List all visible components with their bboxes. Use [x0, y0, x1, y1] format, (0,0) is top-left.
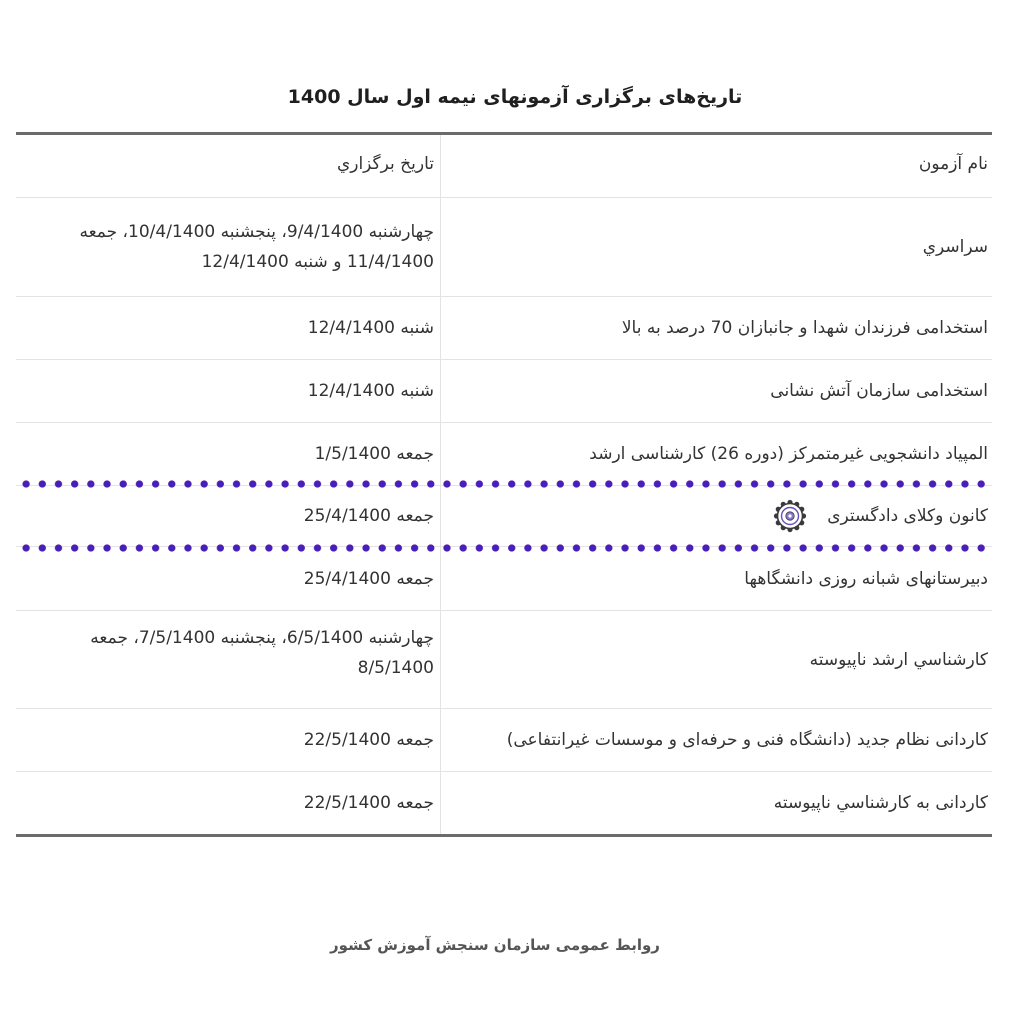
exam-name: استخدامی فرزندان شهدا و جانبازان 70 درصد به بالا — [621, 318, 988, 338]
bar-association-seal-icon — [773, 499, 807, 533]
table-row — [16, 547, 992, 611]
table-row-highlighted — [16, 486, 992, 547]
exam-date: شنبه 12/4/1400 — [16, 360, 441, 422]
exam-date: جمعه 1/5/1400 — [16, 423, 441, 485]
exam-name: کاردانی به کارشناسي ناپیوسته — [773, 793, 988, 813]
exam-name: كانون وكلای دادگستری — [827, 506, 988, 526]
exam-date: شنبه 12/4/1400 — [16, 297, 441, 359]
exam-schedule-table — [16, 132, 992, 837]
table-row — [16, 709, 992, 772]
exam-name-cell — [441, 486, 992, 546]
header-date: تاريخ برگزاري — [16, 135, 441, 197]
table-header-row — [16, 135, 992, 198]
exam-date: جمعه 22/5/1400 — [16, 709, 441, 771]
table-row — [16, 360, 992, 423]
exam-name: المپیاد دانشجویی غیرمتمرکز (دوره 26) کارشناسی ارشد — [589, 444, 988, 464]
page-title: تاریخ‌های برگزاری آزمونهای نیمه اول سال 1400 — [287, 86, 743, 108]
dotted-highlight-line-top — [16, 480, 992, 488]
table-row — [16, 297, 992, 360]
header-exam-name: نام آزمون — [918, 154, 988, 174]
exam-name: سراسري — [922, 237, 988, 257]
table-row — [16, 772, 992, 834]
exam-name: استخدامی سازمان آتش نشانی — [770, 381, 988, 401]
footer-credit: روابط عمومی سازمان سنجش آموزش کشور — [330, 936, 660, 954]
exam-date: جمعه 25/4/1400 — [16, 547, 441, 610]
table-row — [16, 423, 992, 486]
exam-date: جمعه 22/5/1400 — [16, 772, 441, 834]
exam-name: دبیرستانهای شبانه روزی دانشگاهها — [744, 568, 988, 589]
exam-name: کارشناسي ارشد ناپیوسته — [809, 649, 988, 670]
exam-name: کاردانی نظام جدید (دانشگاه فنی و حرفه‌ای و موسسات غیرانتفاعی) — [506, 730, 988, 750]
exam-date: چهارشنبه 6/5/1400، پنجشنبه 7/5/1400، جمعه 8/5/1400 — [16, 611, 441, 708]
table-row — [16, 198, 992, 297]
exam-date: جمعه 25/4/1400 — [16, 486, 441, 546]
exam-date: چهارشنبه 9/4/1400، پنجشنبه 10/4/1400، جمعه 11/4/1400 و شنبه 12/4/1400 — [16, 198, 441, 296]
table-row — [16, 611, 992, 709]
